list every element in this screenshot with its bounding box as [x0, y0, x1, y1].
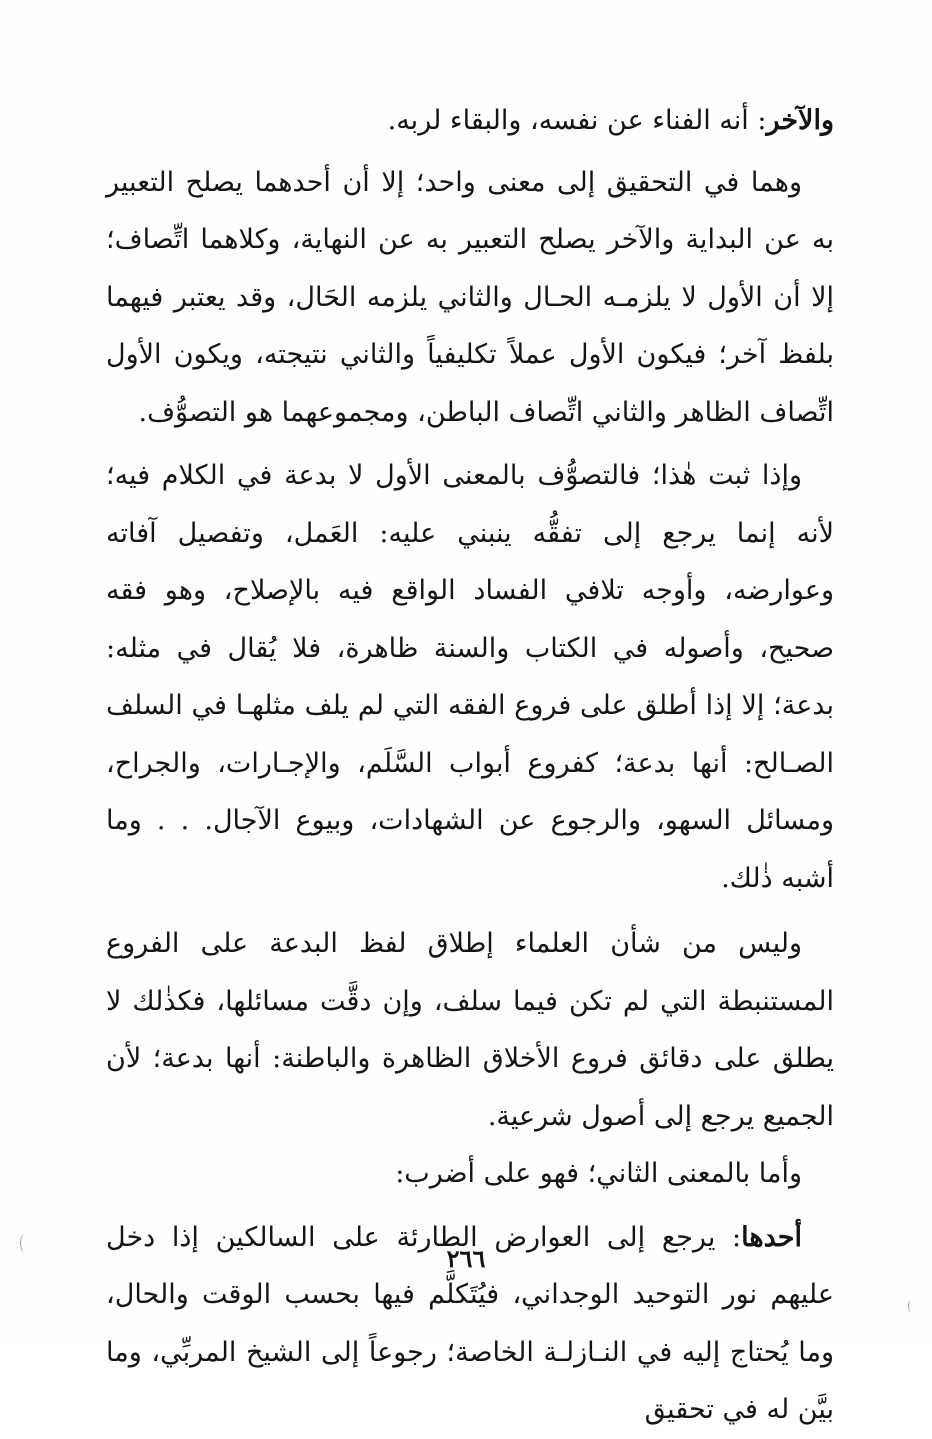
paragraph-text: : يرجع إلى العوارض الطارئة على السالكين إذا دخل عليهم نور التوحيد الوجداني، فيُتَكلَّم فيها بحسب الوقت والحال، وما يُحتاج إليه في النـازلـة الخاصة؛ رجوعاً إلى الشيخ المربِّي، وما بيَّن له في تحقيق [106, 1221, 834, 1425]
paragraph-4: وليس من شأن العلماء إطلاق لفظ البدعة على الفروع المستنبطة التي لم تكن فيما سلف، وإن دقَّت مسائلها، فكذٰلك لا يطلق على دقائق فروع الأخلاق الظاهرة والباطنة: أنها بدعة؛ لأن الجميع يرجع إلى أصول شرعية. [106, 928, 834, 1132]
page-number: ٢٦٦ [446, 1244, 486, 1273]
paragraph-6 [106, 1209, 834, 1439]
paragraph-text: : أنه الفناء عن نفسه، والبقاء لربه. [387, 105, 767, 136]
paragraph-lead-term: أحدها [741, 1221, 802, 1253]
paragraph-3: وإذا ثبت هٰذا؛ فالتصوُّف بالمعنى الأول لا بدعة في الكلام فيه؛ لأنه إنما يرجع إلى تفقُّه ينبني عليه: العَمل، وتفصيل آفاته وعوارضه، وأوجه تلافي الفساد الواقع فيه بالإصلاح، وهو فقه صحيح، وأصوله في الكتاب والسنة ظاهرة، فلا يُقال في مثله: بدعة؛ إلا إذا أطلق على فروع الفقه التي لم يلف مثلهـا في السلف الصـالح: أنها بدعة؛ كفروع أبواب السَّلَم، والإجـارات، والجراح، ومسائل السهو، والرجوع عن الشهادات، وبيوع الآجال. . . وما أشبه ذٰلك. [106, 460, 834, 894]
paragraph-lead-term: والآخر [766, 105, 834, 136]
paragraph-1 [106, 92, 834, 150]
scan-speck [20, 1234, 29, 1252]
page-body [106, 92, 834, 1439]
scan-speck [908, 1300, 915, 1312]
paragraph-2: وهما في التحقيق إلى معنى واحد؛ إلا أن أحدهما يصلح التعبير به عن البداية والآخر يصلح التعبير به عن النهاية، وكلاهما اتِّصاف؛ إلا أن الأول لا يلزمـه الحـال والثاني يلزمه الحَال، وقد يعتبر فيهما بلفظ آخر؛ فيكون الأول عملاً تكليفياً والثاني نتيجته، ويكون الأول اتِّصاف الظاهر والثاني اتِّصاف الباطن، ومجموعهما هو التصوُّف. [106, 166, 834, 428]
paragraph-5: وأما بالمعنى الثاني؛ فهو على أضرب: [395, 1158, 802, 1189]
